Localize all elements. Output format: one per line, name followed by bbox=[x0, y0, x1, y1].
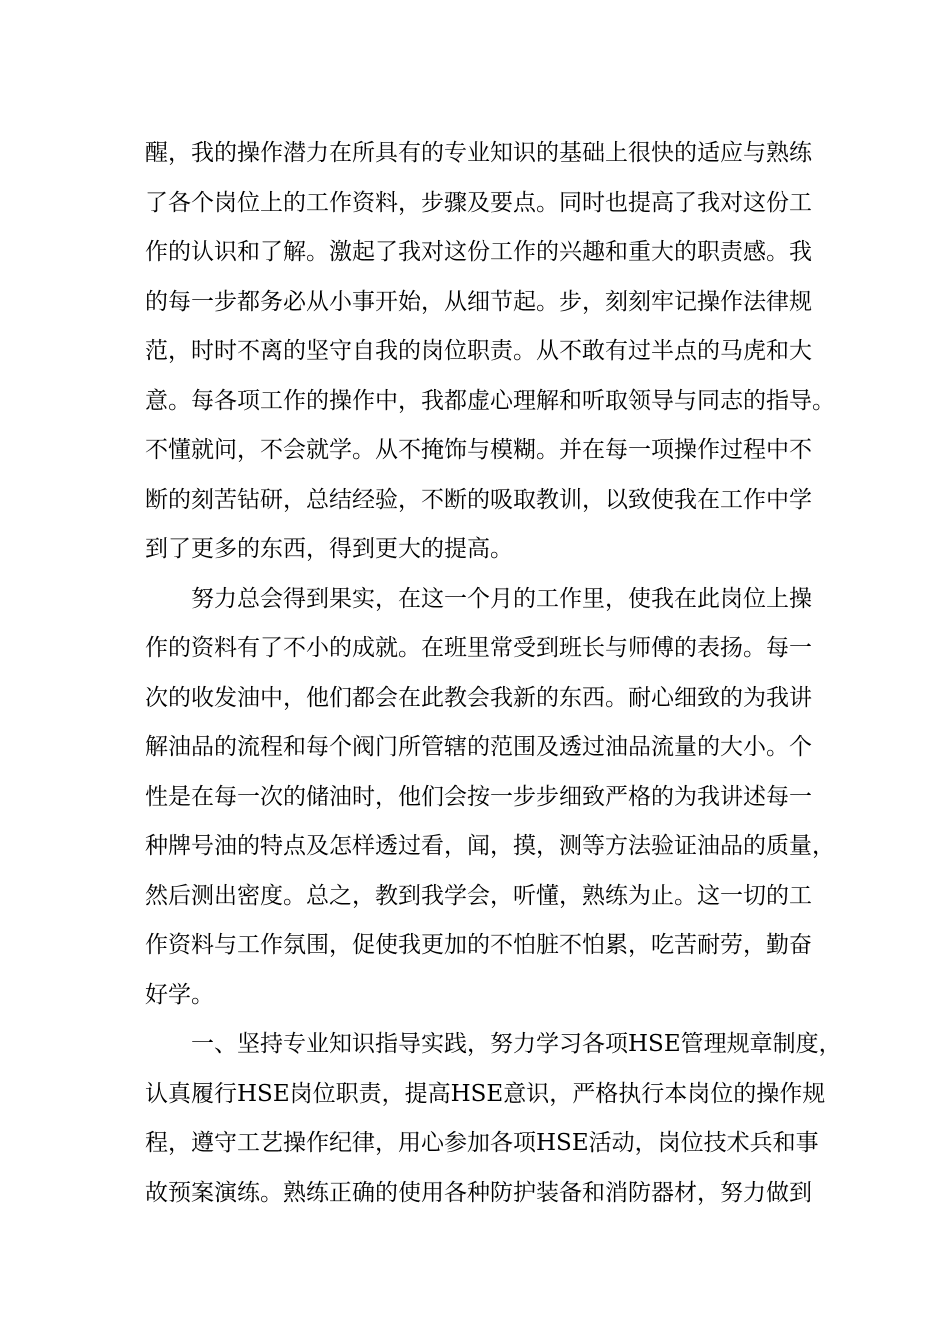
text-line: 好学。 bbox=[145, 981, 214, 1008]
text-line: 断的刻苦钻研，总结经验，不断的吸取教训，以致使我在工作中学 bbox=[145, 486, 812, 513]
text-line: 性是在每一次的储油时，他们会按一步步细致严格的为我讲述每一 bbox=[145, 783, 812, 810]
text-line: 作的认识和了解。激起了我对这份工作的兴趣和重大的职责感。我 bbox=[145, 239, 812, 265]
text-line: 醒，我的操作潜力在所具有的专业知识的基础上很快的适应与熟练 bbox=[145, 140, 812, 166]
text-line: 了各个岗位上的工作资料，步骤及要点。同时也提高了我对这份工 bbox=[145, 189, 812, 216]
text-line: 作的资料有了不小的成就。在班里常受到班长与师傅的表扬。每一 bbox=[145, 635, 812, 661]
text-line: 努力总会得到果实，在这一个月的工作里，使我在此岗位上操 bbox=[191, 585, 812, 612]
text-line: 故预案演练。熟练正确的使用各种防护装备和消防器材，努力做到 bbox=[145, 1179, 812, 1206]
text-line: 种牌号油的特点及怎样透过看，闻，摸，测等方法验证油品的质量， bbox=[145, 833, 835, 859]
text-line: 不懂就问，不会就学。从不掩饰与模糊。并在每一项操作过程中不 bbox=[145, 437, 812, 463]
text-line: 的每一步都务必从小事开始，从细节起。步，刻刻牢记操作法律规 bbox=[145, 288, 812, 315]
paragraph-3 bbox=[145, 1020, 842, 1218]
text-line: 意。每各项工作的操作中，我都虚心理解和听取领导与同志的指导。 bbox=[145, 387, 835, 414]
text-line: 程，遵守工艺操作纪律，用心参加各项HSE活动，岗位技术兵和事 bbox=[145, 1130, 819, 1156]
paragraph-1 bbox=[145, 129, 835, 575]
text-line: 解油品的流程和每个阀门所管辖的范围及透过油品流量的大小。个 bbox=[145, 734, 812, 760]
text-line: 然后测出密度。总之，教到我学会，听懂，熟练为止。这一切的工 bbox=[145, 882, 812, 909]
text-line: 到了更多的东西，得到更大的提高。 bbox=[145, 536, 513, 562]
text-line: 作资料与工作氛围，促使我更加的不怕脏不怕累，吃苦耐劳，勤奋 bbox=[145, 932, 812, 958]
text-line: 认真履行HSE岗位职责，提高HSE意识，严格执行本岗位的操作规 bbox=[145, 1080, 826, 1107]
text-line: 范，时时不离的坚守自我的岗位职责。从不敢有过半点的马虎和大 bbox=[145, 338, 812, 364]
paragraph-2 bbox=[145, 575, 835, 1021]
text-line: 次的收发油中，他们都会在此教会我新的东西。耐心细致的为我讲 bbox=[145, 684, 812, 711]
text-line: 一、坚持专业知识指导实践，努力学习各项HSE管理规章制度， bbox=[191, 1031, 842, 1057]
document-body bbox=[145, 129, 842, 1218]
